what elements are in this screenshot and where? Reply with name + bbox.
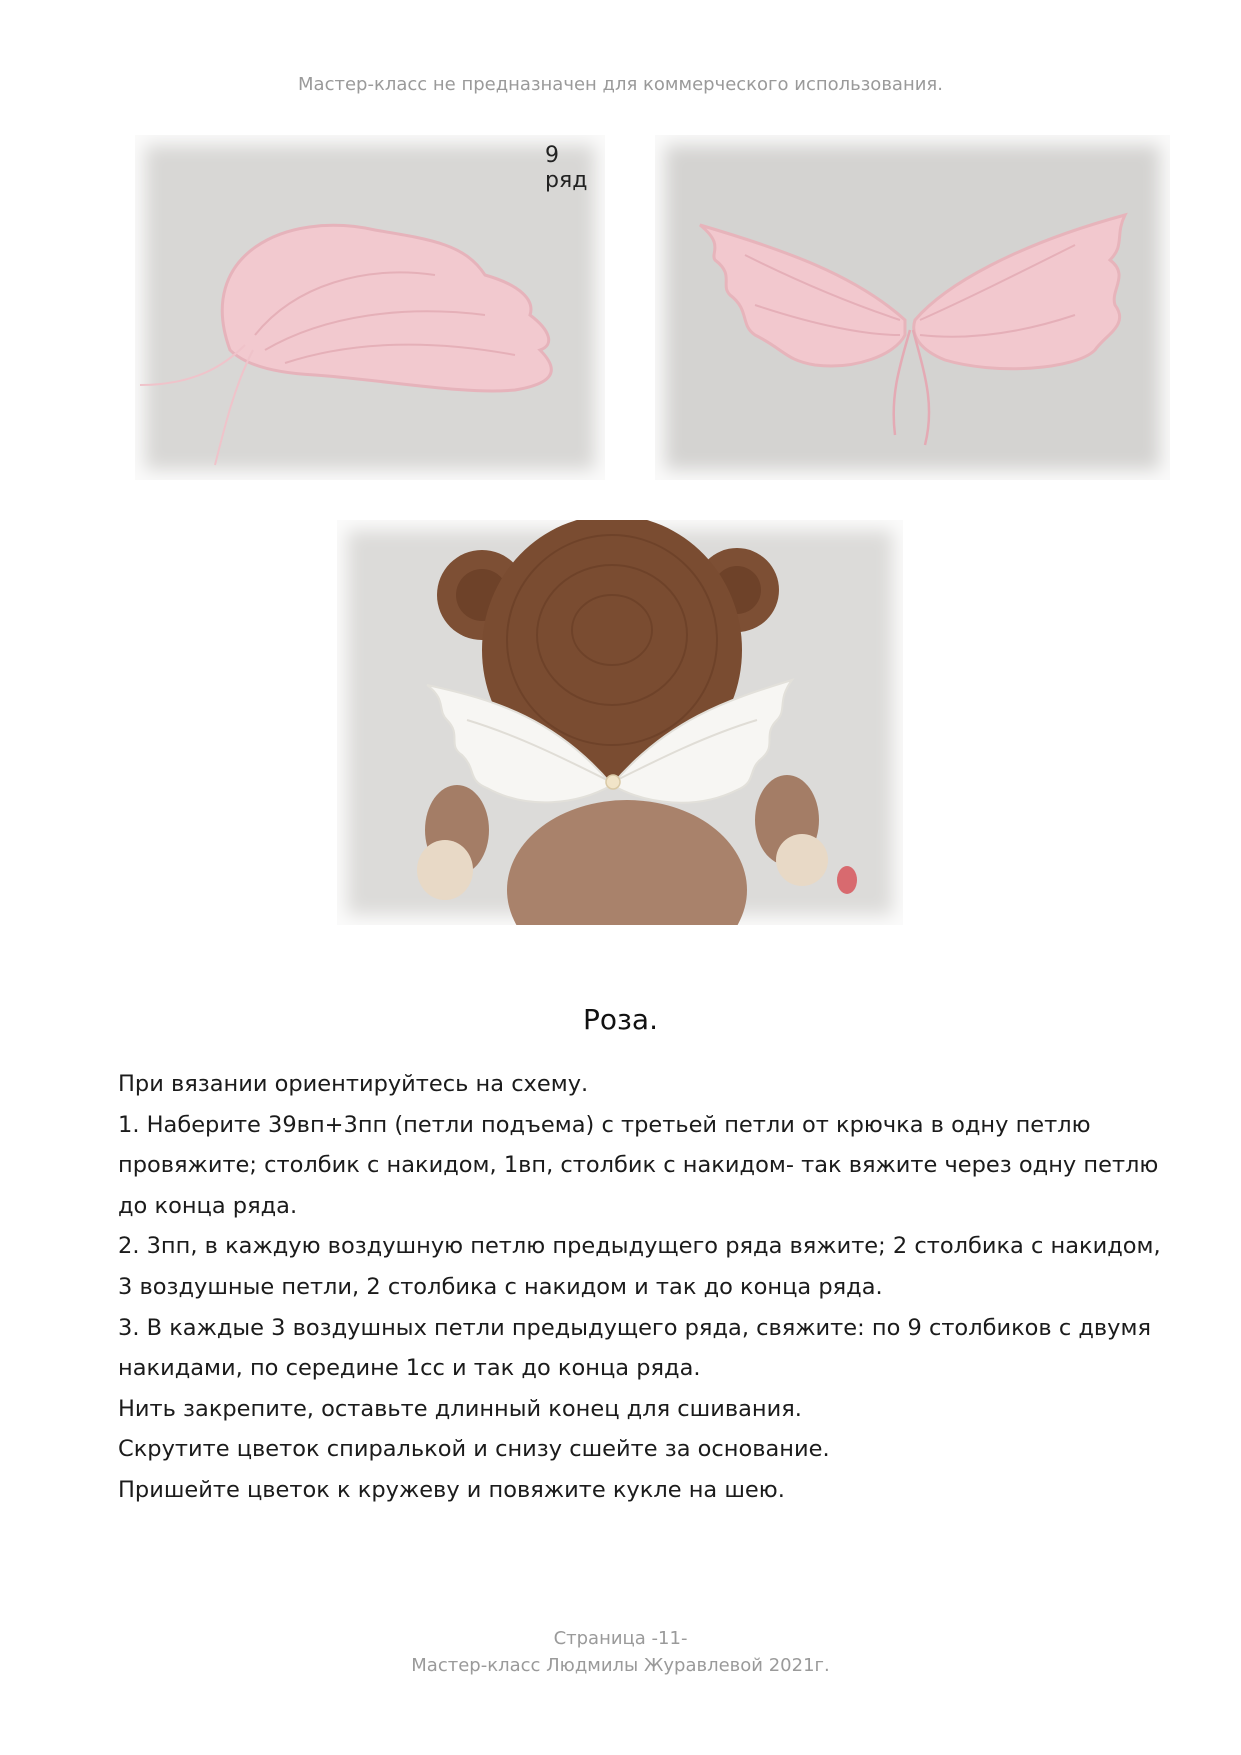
pink-wings-illustration	[655, 135, 1170, 480]
instruction-line: Скрутите цветок спиралькой и снизу сшейте за основание.	[118, 1436, 830, 1463]
footer-author: Мастер-класс Людмилы Журавлевой 2021г.	[411, 1655, 830, 1676]
instruction-line: накидами, по середине 1сс и так до конца ряда.	[118, 1355, 701, 1382]
photo-caption: 9 ряд	[545, 143, 588, 193]
instruction-line: 1. Наберите 39вп+3пп (петли подъема) с третьей петли от крючка в одну петлю	[118, 1111, 1091, 1138]
instruction-line: При вязании ориентируйтесь на схему.	[118, 1071, 589, 1097]
photo-pink-wings-pair	[655, 135, 1170, 480]
footer-page-number: Страница -11-	[553, 1628, 688, 1649]
section-title: Роза.	[583, 1003, 658, 1036]
instruction-line: Пришейте цветок к кружеву и повяжите кукле на шею.	[118, 1476, 785, 1503]
instruction-line: Нить закрепите, оставьте длинный конец для сшивания.	[118, 1395, 802, 1422]
pink-wing-illustration	[135, 135, 605, 480]
instruction-line: провяжите; столбик с накидом, 1вп, столбик с накидом- так вяжите через одну петлю	[118, 1152, 1159, 1179]
photo-bear-with-wings	[337, 520, 903, 925]
bear-illustration	[337, 520, 903, 925]
instruction-line: 2. 3пп, в каждую воздушную петлю предыдущего ряда вяжите; 2 столбика с накидом,	[118, 1233, 1161, 1260]
instructions-text	[118, 1064, 1178, 1511]
instruction-line: до конца ряда.	[118, 1192, 298, 1219]
header-notice: Мастер-класс не предназначен для коммерческого использования.	[298, 74, 943, 95]
photo-pink-wing	[135, 135, 605, 480]
instruction-line: 3. В каждые 3 воздушных петли предыдущего ряда, свяжите: по 9 столбиков с двумя	[118, 1314, 1152, 1341]
instruction-line: 3 воздушные петли, 2 столбика с накидом и так до конца ряда.	[118, 1273, 883, 1300]
